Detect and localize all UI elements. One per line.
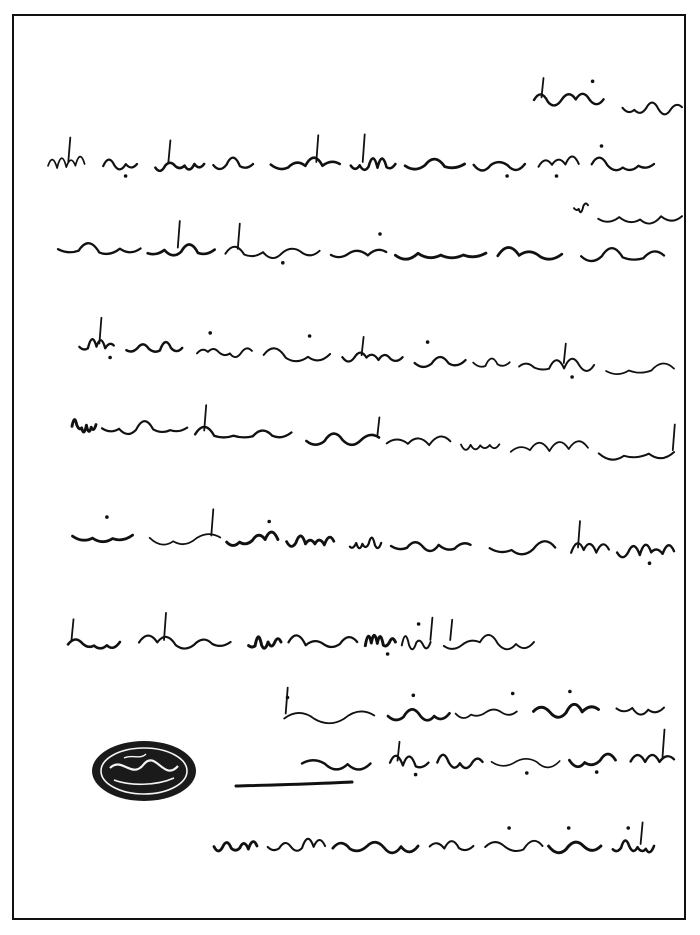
script-stroke: [673, 425, 675, 451]
script-word: [264, 348, 330, 361]
script-word: [139, 636, 231, 649]
script-word: [613, 840, 654, 852]
script-word: [214, 842, 257, 851]
script-word: [534, 704, 599, 717]
script-word: [415, 357, 466, 367]
script-word: [302, 760, 371, 769]
script-dot: [595, 770, 599, 774]
script-word: [102, 421, 187, 434]
script-dot: [426, 340, 430, 344]
script-word: [511, 441, 588, 452]
script-dot: [124, 174, 128, 178]
script-word: [456, 710, 517, 718]
script-dot: [378, 232, 382, 236]
script-word: [474, 162, 525, 170]
script-stroke: [450, 620, 452, 640]
script-word: [268, 839, 325, 851]
script-word: [333, 842, 418, 853]
script-dot: [648, 561, 652, 565]
script-word: [539, 156, 579, 166]
script-word: [498, 247, 562, 259]
script-dot: [286, 696, 290, 700]
script-dot: [600, 144, 604, 148]
script-dot: [507, 826, 511, 830]
handwriting-canvas: [14, 16, 688, 922]
script-word: [395, 253, 486, 259]
script-word: [581, 248, 664, 261]
script-dot: [505, 174, 509, 178]
script-word: [68, 640, 120, 649]
script-stroke: [211, 509, 213, 535]
script-word: [490, 541, 556, 554]
script-stroke: [286, 688, 288, 714]
script-word: [492, 759, 560, 768]
script-word: [365, 635, 395, 646]
script-stroke: [168, 140, 170, 162]
script-word: [79, 339, 114, 349]
script-word: [549, 842, 601, 853]
script-word: [73, 535, 133, 542]
script-dot: [525, 771, 529, 775]
script-dot: [386, 652, 390, 656]
script-word: [195, 427, 291, 437]
script-word: [402, 636, 431, 649]
script-word: [599, 452, 674, 460]
script-word: [155, 163, 204, 171]
script-stroke: [68, 138, 70, 163]
script-stroke: [377, 417, 379, 435]
script-word: [225, 247, 319, 258]
script-word: [391, 542, 470, 551]
script-stroke: [72, 619, 74, 640]
script-dot: [570, 375, 574, 379]
script-dot: [105, 515, 109, 519]
script-word: [342, 353, 402, 362]
script-stroke: [663, 730, 665, 758]
script-word: [631, 755, 674, 762]
script-dot: [208, 331, 212, 335]
script-word: [249, 637, 281, 648]
script-word: [48, 157, 85, 168]
script-stroke: [238, 224, 240, 249]
script-word: [58, 243, 141, 254]
script-word: [430, 841, 474, 850]
script-word: [271, 158, 340, 169]
script-stroke: [178, 221, 180, 248]
script-stroke: [363, 134, 365, 162]
script-word: [598, 216, 682, 223]
script-dot: [591, 80, 595, 84]
script-word: [387, 436, 451, 445]
script-word: [617, 708, 665, 715]
script-word: [388, 709, 450, 720]
date-underline: [236, 782, 352, 786]
script-stroke: [564, 344, 566, 363]
letter-page: [12, 14, 686, 920]
script-word: [227, 532, 278, 545]
script-word: [617, 545, 674, 557]
script-word: [473, 358, 510, 366]
script-dot: [414, 773, 418, 777]
script-dot: [108, 356, 112, 360]
seal-stamp: [92, 741, 196, 801]
script-dot: [511, 692, 515, 696]
script-dot: [417, 622, 421, 626]
script-word: [306, 434, 379, 445]
script-word: [485, 841, 542, 851]
script-dot: [568, 690, 572, 694]
script-dot: [281, 261, 285, 265]
script-word: [461, 444, 499, 450]
script-word: [103, 160, 137, 170]
script-word: [284, 711, 374, 723]
script-word: [444, 635, 534, 649]
script-word: [623, 103, 683, 115]
handwritten-text: [48, 78, 682, 853]
script-word: [289, 635, 358, 647]
script-word: [571, 543, 609, 552]
script-word: [405, 159, 465, 169]
script-word: [150, 534, 221, 545]
script-dot: [555, 174, 559, 178]
script-word: [351, 158, 396, 169]
script-stroke: [430, 618, 432, 640]
script-word: [569, 754, 615, 767]
script-word: [390, 756, 429, 768]
script-word: [574, 203, 588, 212]
script-word: [148, 244, 215, 255]
script-dot: [412, 694, 416, 698]
script-dot: [308, 334, 312, 338]
script-dot: [626, 826, 630, 830]
script-word: [72, 420, 96, 432]
script-word: [287, 536, 334, 546]
script-dot: [567, 826, 571, 830]
script-word: [197, 348, 252, 357]
script-word: [534, 94, 604, 106]
script-word: [592, 158, 654, 171]
script-word: [519, 359, 594, 371]
script-word: [213, 158, 253, 169]
script-word: [331, 250, 386, 257]
script-word: [350, 538, 381, 549]
script-word: [437, 755, 482, 768]
script-word: [606, 363, 674, 374]
script-stroke: [641, 822, 643, 844]
script-word: [126, 342, 182, 352]
script-dot: [267, 520, 271, 524]
